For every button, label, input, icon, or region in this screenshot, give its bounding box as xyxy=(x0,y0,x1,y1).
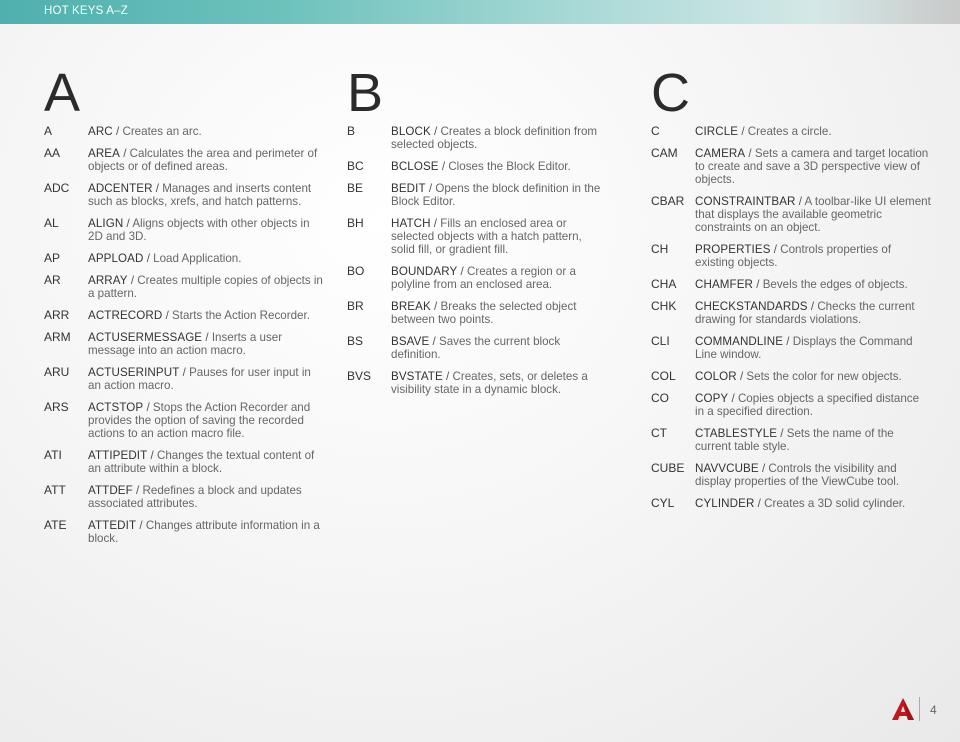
hotkey-description-block xyxy=(391,125,607,151)
hotkey-shortcut: ATE xyxy=(44,518,67,532)
hotkey-description: Aligns objects with other objects in 2D and 3D. xyxy=(88,217,310,243)
hotkey-entry xyxy=(44,217,324,243)
hotkey-description: Load Application. xyxy=(153,252,242,265)
separator: / xyxy=(429,335,439,348)
hotkey-shortcut: COL xyxy=(651,369,676,383)
hotkey-shortcut: CO xyxy=(651,391,669,405)
hotkey-description-block xyxy=(391,182,607,208)
hotkey-command: NAVVCUBE xyxy=(695,462,759,475)
hotkey-description: Breaks the selected object between two points. xyxy=(391,300,577,326)
hotkey-description-block xyxy=(695,427,931,453)
hotkey-command: ARC xyxy=(88,125,113,138)
hotkey-shortcut: AL xyxy=(44,216,59,230)
section-letter: C xyxy=(651,63,689,123)
hotkey-shortcut: ARR xyxy=(44,308,70,322)
separator: / xyxy=(147,449,157,462)
hotkey-entry xyxy=(347,370,607,396)
hotkey-description-block xyxy=(695,300,931,326)
hotkey-entry xyxy=(44,309,324,322)
hotkey-command: BVSTATE xyxy=(391,370,443,383)
hotkey-entry xyxy=(44,401,324,440)
separator: / xyxy=(795,195,805,208)
hotkey-shortcut: CHA xyxy=(651,277,677,291)
hotkey-entry xyxy=(651,462,931,488)
hotkey-shortcut: ARS xyxy=(44,400,69,414)
hotkey-command: ATTDEF xyxy=(88,484,133,497)
hotkey-shortcut: CHK xyxy=(651,299,677,313)
hotkey-shortcut: AR xyxy=(44,273,61,287)
hotkey-entry xyxy=(651,497,931,510)
hotkey-description-block xyxy=(88,519,324,545)
hotkey-description-block xyxy=(88,252,241,265)
hotkey-command: CTABLESTYLE xyxy=(695,427,778,440)
hotkey-shortcut: CUBE xyxy=(651,461,685,475)
hotkey-entry xyxy=(44,449,324,475)
hotkey-entry xyxy=(347,265,607,291)
separator: / xyxy=(112,125,123,138)
separator: / xyxy=(728,392,738,405)
hotkey-description-block xyxy=(391,335,607,361)
hotkey-description-block xyxy=(695,147,931,186)
hotkey-description-block xyxy=(391,300,607,326)
hotkey-command: ARRAY xyxy=(88,274,128,287)
separator: / xyxy=(770,243,781,256)
hotkey-shortcut: C xyxy=(651,124,660,138)
hotkey-command: BLOCK xyxy=(391,125,431,138)
hotkey-description-block xyxy=(391,217,607,256)
hotkey-shortcut: CT xyxy=(651,426,667,440)
section-letter: B xyxy=(347,63,383,123)
hotkey-description-block xyxy=(88,309,310,322)
page-number: 4 xyxy=(930,703,937,717)
entry-list xyxy=(44,125,324,545)
hotkey-shortcut: BE xyxy=(347,181,364,195)
separator: / xyxy=(132,484,143,497)
separator: / xyxy=(753,278,763,291)
hotkey-entry xyxy=(347,300,607,326)
hotkey-description-block xyxy=(695,125,832,138)
hotkey-shortcut: ADC xyxy=(44,181,70,195)
footer-divider xyxy=(919,697,920,721)
hotkey-shortcut: CBAR xyxy=(651,194,685,208)
hotkey-description: Displays the Command Line window. xyxy=(695,335,913,361)
section-c xyxy=(651,63,931,519)
hotkey-shortcut: CYL xyxy=(651,496,675,510)
hotkey-entry xyxy=(651,335,931,361)
separator: / xyxy=(143,401,153,414)
hotkey-entry xyxy=(44,484,324,510)
hotkey-command: COLOR xyxy=(695,370,737,383)
hotkey-entry xyxy=(347,160,607,173)
hotkey-description-block xyxy=(695,195,931,234)
separator: / xyxy=(202,331,212,344)
hotkey-description-block xyxy=(695,370,902,383)
hotkey-entry xyxy=(651,278,931,291)
hotkey-description-block xyxy=(88,217,324,243)
separator: / xyxy=(758,462,769,475)
section-letter: A xyxy=(44,63,80,123)
hotkey-description: Pauses for user input in an action macro. xyxy=(88,366,311,392)
hotkey-description-block xyxy=(88,182,324,208)
hotkey-entry xyxy=(651,125,931,138)
hotkey-entry xyxy=(651,195,931,234)
hotkey-command: BCLOSE xyxy=(391,160,439,173)
hotkey-entry xyxy=(44,252,324,265)
autocad-logo-icon xyxy=(891,697,915,721)
hotkey-description: Creates an arc. xyxy=(122,125,202,138)
hotkey-description: Checks the current drawing for standards violations. xyxy=(695,300,915,326)
hotkey-command: AREA xyxy=(88,147,120,160)
hotkey-command: ACTRECORD xyxy=(88,309,163,322)
hotkey-shortcut: A xyxy=(44,124,53,138)
separator: / xyxy=(430,300,441,313)
hotkey-entry xyxy=(651,427,931,453)
hotkey-entry xyxy=(651,370,931,383)
hotkey-description: Creates, sets, or deletes a visibility state in a dynamic block. xyxy=(391,370,588,396)
separator: / xyxy=(745,147,755,160)
hotkey-entry xyxy=(651,300,931,326)
hotkey-description: Copies objects a specified distance in a specified direction. xyxy=(695,392,920,418)
hotkey-description: Closes the Block Editor. xyxy=(448,160,571,173)
hotkey-entry xyxy=(44,125,324,138)
separator: / xyxy=(438,160,449,173)
hotkey-description: Sets the color for new objects. xyxy=(746,370,902,383)
hotkey-description: Creates a block definition from selected objects. xyxy=(391,125,598,151)
entry-list xyxy=(347,125,607,396)
hotkey-command: COMMANDLINE xyxy=(695,335,784,348)
hotkey-shortcut: AA xyxy=(44,146,61,160)
separator: / xyxy=(430,217,441,230)
hotkey-description-block xyxy=(88,274,324,300)
page-header-title: HOT KEYS A–Z xyxy=(44,5,128,17)
hotkey-shortcut: BO xyxy=(347,264,365,278)
separator: / xyxy=(127,274,138,287)
hotkey-command: COPY xyxy=(695,392,729,405)
hotkey-entry xyxy=(347,182,607,208)
hotkey-description: Starts the Action Recorder. xyxy=(172,309,310,322)
hotkey-description: Creates a 3D solid cylinder. xyxy=(764,497,906,510)
hotkey-description-block xyxy=(695,392,931,418)
hotkey-description: Saves the current block definition. xyxy=(391,335,561,361)
hotkey-description-block xyxy=(88,125,202,138)
hotkey-entry xyxy=(44,182,324,208)
hotkey-shortcut: ATI xyxy=(44,448,62,462)
hotkey-shortcut: BC xyxy=(347,159,364,173)
hotkey-entry xyxy=(347,125,607,151)
hotkey-description-block xyxy=(695,497,905,510)
separator: / xyxy=(430,125,441,138)
hotkey-entry xyxy=(651,392,931,418)
hotkey-command: ALIGN xyxy=(88,217,124,230)
hotkey-description: Inserts a user message into an action macro. xyxy=(88,331,283,357)
hotkey-entry xyxy=(347,217,607,256)
hotkey-command: PROPERTIES xyxy=(695,243,771,256)
hotkey-description-block xyxy=(88,484,324,510)
hotkey-entry xyxy=(347,335,607,361)
separator: / xyxy=(143,252,154,265)
hotkey-entry xyxy=(44,274,324,300)
hotkey-description: Sets a camera and target location to create and save a 3D perspective view of objects. xyxy=(695,147,929,186)
hotkey-command: HATCH xyxy=(391,217,431,230)
hotkey-command: CAMERA xyxy=(695,147,746,160)
separator: / xyxy=(738,125,748,138)
separator: / xyxy=(807,300,818,313)
hotkey-description-block xyxy=(88,331,324,357)
hotkey-description-block xyxy=(695,335,931,361)
separator: / xyxy=(777,427,787,440)
hotkey-entry xyxy=(44,519,324,545)
hotkey-description-block xyxy=(695,462,931,488)
separator: / xyxy=(136,519,146,532)
hotkey-command: BREAK xyxy=(391,300,431,313)
hotkey-description: Manages and inserts content such as blocks, xrefs, and hatch patterns. xyxy=(88,182,312,208)
hotkey-description: Redefines a block and updates associated attributes. xyxy=(88,484,302,510)
hotkey-command: BSAVE xyxy=(391,335,430,348)
separator: / xyxy=(179,366,190,379)
hotkey-description: Calculates the area and perimeter of objects or of defined areas. xyxy=(88,147,318,173)
hotkey-entry xyxy=(651,147,931,186)
hotkey-description-block xyxy=(88,401,324,440)
hotkey-shortcut: CH xyxy=(651,242,669,256)
hotkey-description-block xyxy=(88,147,324,173)
hotkey-command: APPLOAD xyxy=(88,252,144,265)
separator: / xyxy=(152,182,163,195)
hotkey-command: ACTUSERMESSAGE xyxy=(88,331,203,344)
hotkey-command: ACTSTOP xyxy=(88,401,144,414)
hotkey-description-block xyxy=(88,449,324,475)
hotkey-description: Controls the visibility and display properties of the ViewCube tool. xyxy=(695,462,900,488)
separator: / xyxy=(425,182,436,195)
hotkey-shortcut: BH xyxy=(347,216,364,230)
hotkey-shortcut: ARM xyxy=(44,330,71,344)
hotkey-description: Creates a circle. xyxy=(747,125,832,138)
hotkey-entry xyxy=(44,147,324,173)
hotkey-command: ACTUSERINPUT xyxy=(88,366,180,379)
hotkey-shortcut: ATT xyxy=(44,483,66,497)
section-b xyxy=(347,63,607,405)
hotkey-description: Bevels the edges of objects. xyxy=(762,278,908,291)
hotkey-description: Controls properties of existing objects. xyxy=(695,243,892,269)
separator: / xyxy=(123,217,133,230)
hotkey-shortcut: AP xyxy=(44,251,61,265)
hotkey-description-block xyxy=(391,265,607,291)
entry-list xyxy=(651,125,931,510)
hotkey-shortcut: B xyxy=(347,124,356,138)
hotkey-entry xyxy=(651,243,931,269)
hotkey-command: CIRCLE xyxy=(695,125,739,138)
separator: / xyxy=(162,309,173,322)
hotkey-description: Changes the textual content of an attribute within a block. xyxy=(88,449,315,475)
hotkey-command: CHECKSTANDARDS xyxy=(695,300,808,313)
hotkey-description: Changes attribute information in a block. xyxy=(88,519,320,545)
hotkey-command: BEDIT xyxy=(391,182,426,195)
hotkey-shortcut: ARU xyxy=(44,365,70,379)
hotkey-shortcut: CLI xyxy=(651,334,670,348)
hotkey-description: Fills an enclosed area or selected objects with a hatch pattern, solid fill, or gradient fill. xyxy=(391,217,582,256)
hotkey-description: A toolbar-like UI element that displays the available geometric constraints on an object. xyxy=(695,195,931,234)
hotkey-description: Creates multiple copies of objects in a pattern. xyxy=(88,274,323,300)
hotkey-description: Stops the Action Recorder and provides the option of saving the recorded actions to an action macro file. xyxy=(88,401,311,440)
hotkey-entry xyxy=(44,366,324,392)
separator: / xyxy=(119,147,130,160)
separator: / xyxy=(736,370,747,383)
hotkey-command: CYLINDER xyxy=(695,497,755,510)
hotkey-description-block xyxy=(695,243,931,269)
hotkey-shortcut: BR xyxy=(347,299,364,313)
hotkey-command: ATTEDIT xyxy=(88,519,137,532)
hotkey-command: ATTIPEDIT xyxy=(88,449,148,462)
separator: / xyxy=(783,335,793,348)
hotkey-command: BOUNDARY xyxy=(391,265,458,278)
hotkey-description-block xyxy=(391,370,607,396)
hotkey-command: ADCENTER xyxy=(88,182,153,195)
header-bar xyxy=(0,0,960,24)
separator: / xyxy=(457,265,467,278)
section-a xyxy=(44,63,324,554)
hotkey-description: Sets the name of the current table style. xyxy=(695,427,894,453)
hotkey-description: Creates a region or a polyline from an enclosed area. xyxy=(391,265,576,291)
hotkey-description-block xyxy=(695,278,908,291)
hotkey-command: CONSTRAINTBAR xyxy=(695,195,796,208)
hotkey-description-block xyxy=(88,366,324,392)
hotkey-description: Opens the block definition in the Block Editor. xyxy=(391,182,601,208)
separator: / xyxy=(442,370,453,383)
hotkey-entry xyxy=(44,331,324,357)
hotkey-shortcut: CAM xyxy=(651,146,678,160)
hotkey-description-block xyxy=(391,160,571,173)
hotkey-shortcut: BS xyxy=(347,334,364,348)
hotkey-shortcut: BVS xyxy=(347,369,372,383)
separator: / xyxy=(754,497,765,510)
hotkey-command: CHAMFER xyxy=(695,278,754,291)
